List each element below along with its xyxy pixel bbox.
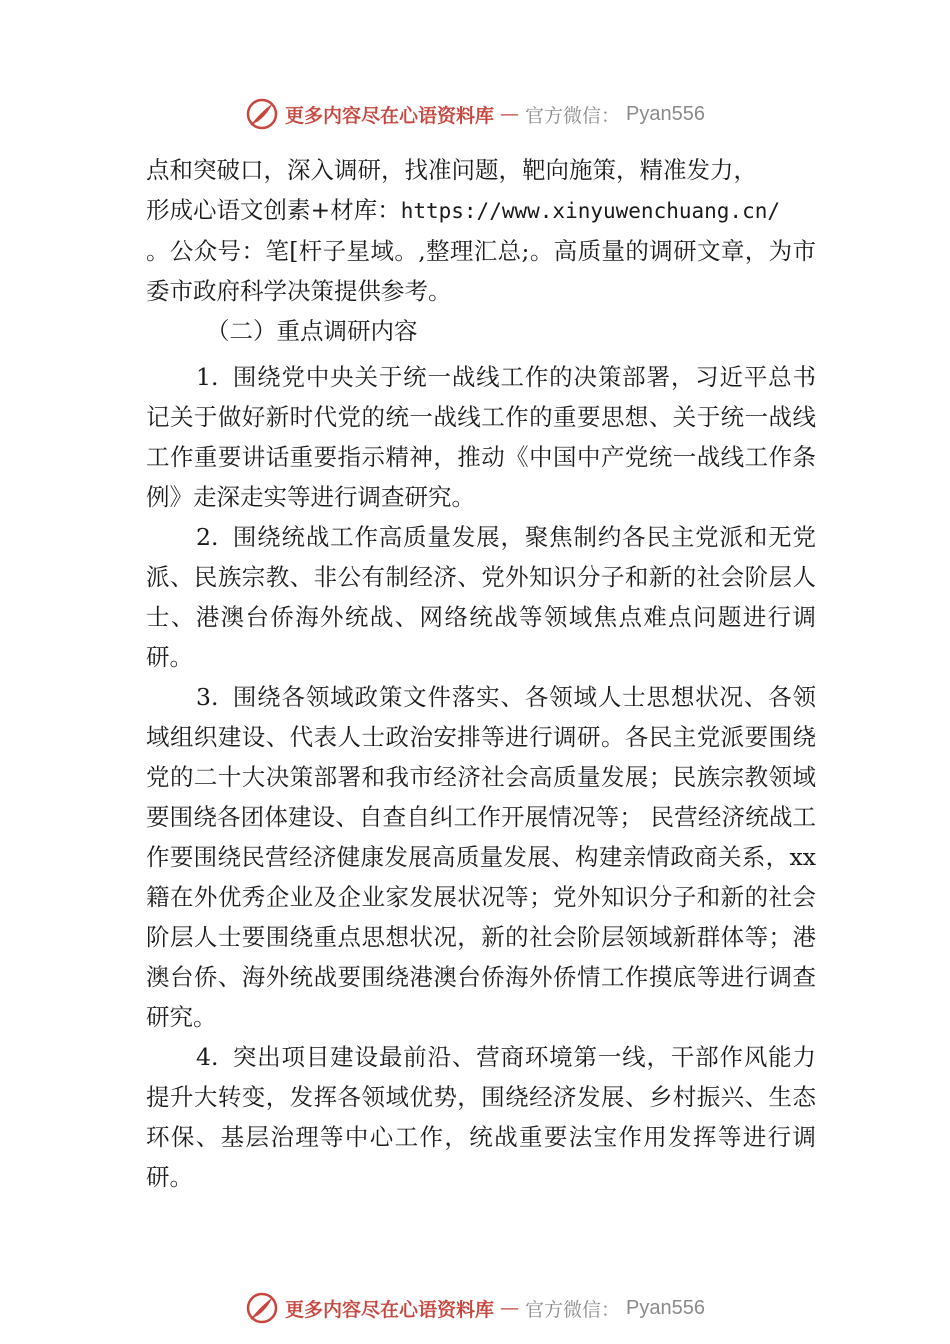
list-item-number: 4. (196, 1043, 219, 1071)
list-item-number: 3. (196, 683, 219, 711)
list-item-2 (146, 517, 816, 677)
watermark-right-text: 官方微信： (525, 1298, 621, 1321)
watermark-dash: — (500, 103, 520, 125)
intro-line-2-prefix: 形成心语文创素+材库： (146, 196, 401, 224)
list-item-number: 1. (196, 363, 219, 391)
watermark-content (245, 97, 705, 131)
list-item-text: 围绕各领域政策文件落实、各领域人士思想状况、各领域组织建设、代表人士政治安排等进行调研。各民主党派要围绕党的二十大决策部署和我市经济社会高质量发展；民族宗教领域要围绕各团体建设、自查自纠工作开展情况等； 民营经济统战工作要围绕民营经济健康发展高质量发展、构建亲情政商关系，xx 籍在外优秀企业及企业家发展状况等；党外知识分子和新的社会阶层人士要围绕重点思想状况，新的社会阶层领域新群体等；港澳台侨、海外统战要围绕港澳台侨海外侨情工作摸底等进行调查研究。 (146, 683, 816, 1031)
watermark-wechat-id: Pyan556 (626, 1296, 705, 1319)
intro-url: https://www.xinyuwenchuang.cn/ (400, 199, 780, 223)
list-item-text: 突出项目建设最前沿、营商环境第一线，干部作风能力提升大转变，发挥各领域优势，围绕经济发展、乡村振兴、生态环保、基层治理等中心工作，统战重要法宝作用发挥等进行调研。 (146, 1043, 816, 1191)
intro-paragraph (146, 150, 816, 311)
quill-logo-icon (245, 1291, 279, 1325)
intro-line-3: 。公众号：笔[杆子星域。,整理汇总;。高质量的调研文章，为市委市政府科学决策提供参考。 (146, 237, 816, 305)
watermark-banner-top (0, 94, 950, 134)
list-item-3 (146, 677, 816, 1037)
intro-line-1: 点和突破口，深入调研，找准问题，靶向施策，精准发力， (146, 156, 757, 184)
list-item-4 (146, 1037, 816, 1197)
watermark-banner-bottom (0, 1288, 950, 1328)
list-item-text: 围绕统战工作高质量发展，聚焦制约各民主党派和无党派、民族宗教、非公有制经济、党外知识分子和新的社会阶层人士、港澳台侨海外统战、网络统战等领域焦点难点问题进行调研。 (146, 523, 816, 671)
list-item-text: 围绕党中央关于统一战线工作的决策部署，习近平总书记关于做好新时代党的统一战线工作的重要思想、关于统一战线工作重要讲话重要指示精神，推动《中国中产党统一战线工作条例》走深走实等进行调查研究。 (146, 363, 816, 511)
quill-logo-icon (245, 97, 279, 131)
section-heading: （二）重点调研内容 (206, 317, 418, 345)
list-item-1 (146, 357, 816, 517)
watermark-dash: — (500, 1297, 520, 1319)
list-item-number: 2. (196, 523, 219, 551)
document-body (146, 150, 816, 1197)
watermark-left-text: 更多内容尽在心语资料库 (285, 104, 495, 127)
watermark-left-text: 更多内容尽在心语资料库 (285, 1298, 495, 1321)
watermark-wechat-id: Pyan556 (626, 102, 705, 125)
watermark-right-text: 官方微信： (525, 104, 621, 127)
watermark-content (245, 1291, 705, 1325)
